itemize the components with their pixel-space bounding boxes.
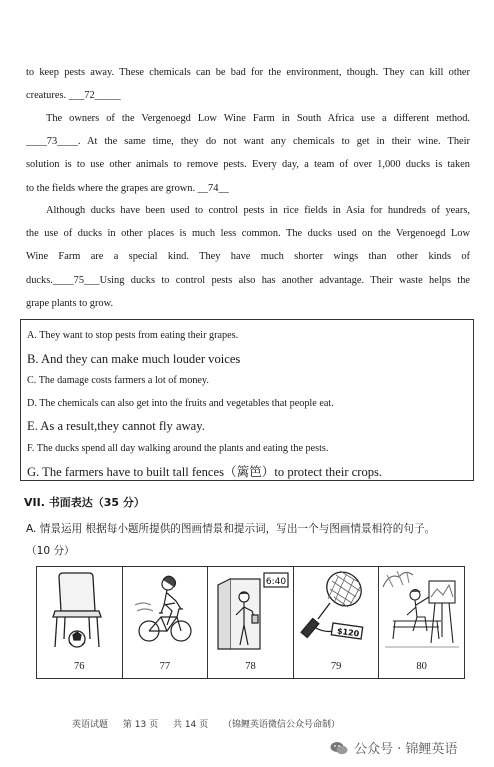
passage-line: ducks.____75___Using ducks to control pests also has another advantage. Their waste helps the [26, 274, 470, 286]
price-tag-label: $120 [336, 626, 360, 639]
footer-credit: （锦鲤英语微信公众号命制） [223, 720, 341, 730]
page-footer [72, 717, 352, 730]
clock-time-label: 6:40 [266, 577, 287, 587]
picture-cell-76 [37, 567, 123, 678]
instruction-points: （10 分） [26, 545, 75, 557]
passage-line: solution is to use other animals to remove pests. Every day, a team of over 1,000 ducks is taken [26, 159, 470, 171]
watermark [330, 738, 458, 757]
man-door-clock-icon [208, 567, 293, 652]
option-c: C. The damage costs farmers a lot of money. [27, 375, 209, 387]
painter-bench-icon [379, 567, 464, 652]
footer-page: 第 13 页 [122, 720, 159, 730]
watermark-text: 公众号 · 锦鲤英语 [354, 742, 458, 757]
picture-number: 76 [74, 661, 85, 672]
chair-ball-icon [37, 567, 122, 652]
passage-line: creatures. ___72_____ [26, 90, 121, 102]
passage-line: ____73____. At the same time, they do not want any chemicals to get in their wine. Their [26, 136, 470, 148]
picture-number: 79 [330, 661, 342, 672]
passage-paragraph-2 [26, 107, 470, 200]
section-heading: VII. 书面表达（35 分） [24, 496, 145, 509]
picture-cell-80 [379, 567, 464, 678]
passage-paragraph-3 [26, 199, 470, 315]
footer-total: 共 14 页 [172, 720, 209, 730]
option-g: G. The farmers have to built tall fences（篱笆）to protect their crops. [27, 464, 383, 479]
wechat-icon [330, 741, 348, 755]
passage-line: grape plants to grow. [26, 297, 114, 309]
option-e: E. As a result,they cannot fly away. [27, 419, 205, 434]
passage-line: Although ducks have been used to control pests in rice fields in Asia for hundreds of years, [46, 205, 470, 216]
picture-number: 77 [159, 661, 171, 672]
passage-line: The owners of the Vergenoegd Low Wine Farm in South Africa use a different method. [46, 113, 470, 124]
passage-line: to the fields where the grapes are grown. __74__ [26, 182, 229, 194]
passage-line: Wine Farm are a special kind. They have much shorter wings than other kinds of [26, 251, 470, 263]
passage-paragraph-1 [26, 61, 470, 107]
options-box [20, 319, 474, 481]
picture-row [36, 566, 465, 679]
racket-price-icon [294, 567, 379, 652]
picture-cell-77 [123, 567, 209, 678]
picture-cell-78 [208, 567, 294, 678]
option-b: B. And they can make much louder voices [27, 351, 241, 366]
girl-bicycle-icon [123, 567, 208, 652]
picture-cell-79 [294, 567, 380, 678]
passage-line: to keep pests away. These chemicals can be bad for the environment, though. They can kill other [26, 67, 470, 78]
option-a: A. They want to stop pests from eating their grapes. [27, 330, 239, 341]
section-instructions [26, 518, 476, 562]
option-d: D. The chemicals can also get into the fruits and vegetables that people eat. [27, 397, 334, 409]
option-f: F. The ducks spend all day walking around the plants and eating the pests. [27, 442, 329, 454]
passage-line: the use of ducks in other places is much less common. The ducks used on the Vergenoegd Low [26, 228, 470, 240]
instruction-line: A. 情景运用 根据每小题所提供的图画情景和提示词，写出一个与图画情景相符的句子。 [26, 523, 436, 535]
picture-number: 80 [416, 661, 427, 672]
footer-subject: 英语试题 [72, 720, 109, 730]
picture-number: 78 [245, 661, 256, 672]
